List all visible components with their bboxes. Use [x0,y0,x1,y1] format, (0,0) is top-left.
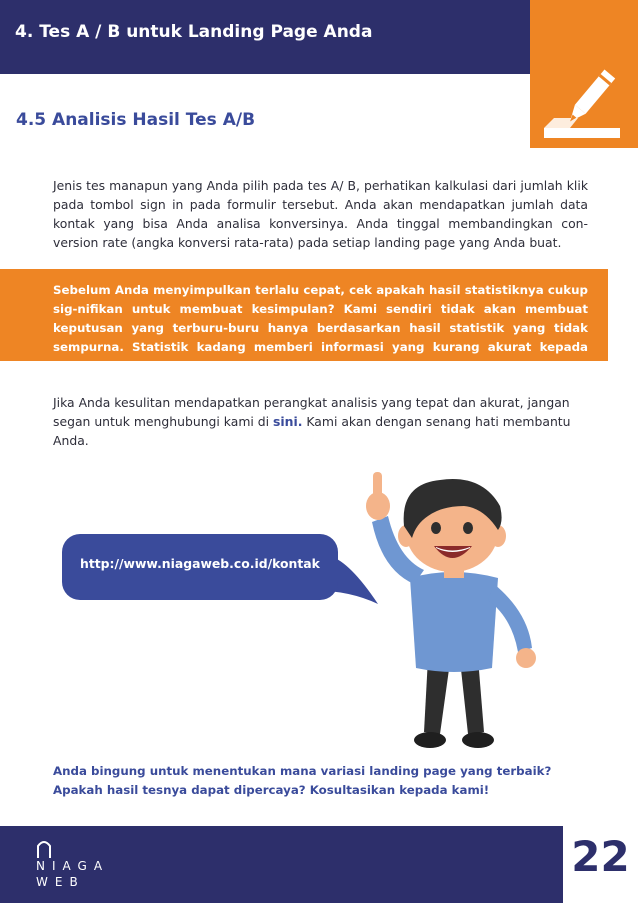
body-paragraph: Jenis tes manapun yang Anda pilih pada tes A/ B, perhatikan kalkulasi dari jumlah klik pada tombol sign in pada formulir tersebut. Anda akan mendapatkan jumlah data kontak yang bisa Anda analisa konversinya. Anda tinggal membandingkan con-version rate (angka konversi rata-rata) pada setiap landing page yang Anda buat. [53,178,588,250]
contact-url[interactable]: http://www.niagaweb.co.id/kontak [80,556,320,571]
section-title: 4.5 Analisis Hasil Tes A/B [16,110,256,130]
contact-link[interactable]: sini. [273,414,303,429]
highlight-text: Sebelum Anda menyimpulkan terlalu cepat, cek apakah hasil statistiknya cukup sig-nifikan untuk membuat kesimpulan? Kami sendiri tidak akan membuat keputusan yang terburu-buru hanya berdasarkan hasil statistik yang tidak sempurna. Statistik kadang memberi informasi yang kurang akurat kepada kita. [53,283,588,373]
contact-text-after: Kami akan dengan senang hati membantu Anda. [53,414,571,448]
page-number: 22 [571,832,630,881]
contact-paragraph [53,393,588,450]
contact-text-before: Jika Anda kesulitan mendapatkan perangkat analisis yang tepat dan akurat, jangan segan untuk menghubungi kami di [53,395,570,429]
logo-arch-icon [36,838,52,858]
closing-question: Anda bingung untuk menentukan mana variasi landing page yang terbaik? Apakah hasil tesnya dapat dipercaya? Kosultasikan kepada kami! [53,764,552,797]
logo-text-niaga: NIAGA [36,859,110,873]
chapter-title: 4. Tes A / B untuk Landing Page Anda [15,22,373,42]
pencil-icon [540,66,626,140]
header-tab [530,0,638,148]
logo-text-web: WEB [36,875,85,889]
pointing-man-illustration [332,462,558,760]
